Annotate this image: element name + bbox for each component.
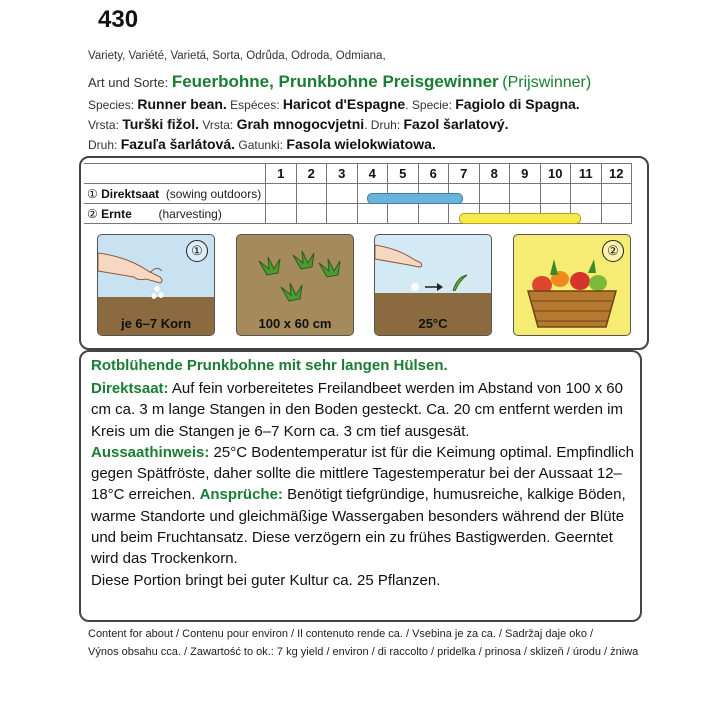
species-label: Gatunki:	[235, 138, 287, 152]
row-subtitle: (harvesting)	[158, 206, 222, 221]
row-subtitle: (sowing outdoors)	[165, 186, 262, 201]
month-cell: 12	[601, 164, 632, 184]
variety-title-sub: (Prijswinner)	[502, 74, 592, 91]
description-heading: Rotblühende Prunkbohne mit sehr langen Hülsen.	[91, 357, 448, 374]
row-title: Ernte	[101, 206, 132, 221]
month-cell: 11	[571, 164, 602, 184]
aussaathinweis-label: Aussaathinweis:	[91, 443, 210, 461]
month-cell: 1	[266, 164, 297, 184]
row-label-harvest	[84, 204, 266, 224]
tile-caption: je 6–7 Korn	[120, 316, 192, 331]
germination-illustration	[374, 234, 492, 336]
month-cell: 6	[418, 164, 449, 184]
species-value: Fazuľa šarlátová.	[120, 136, 236, 152]
species-value: Fasola wielokwiatowa.	[286, 136, 436, 152]
step-number-icon: ①	[186, 240, 208, 262]
description-panel	[79, 350, 642, 622]
species-label: Vrsta:	[88, 118, 123, 132]
tile-caption: 25°C	[418, 316, 448, 331]
content-yield-line-1: Content for about / Contenu pour environ / Il contenuto rende ca. / Vsebina je za ca. / Sadržaj daje oko /	[88, 628, 594, 640]
species-value: Fazol šarlatový.	[403, 116, 509, 132]
content-yield-line-2: Výnos obsahu cca. / Zawartość to ok.: 7 kg yield / environ / di raccolto / pridelka / prinosa / sklizeň / úrodu / żniwa	[88, 646, 639, 658]
spacing-illustration	[236, 234, 354, 336]
ansprueche-label: Ansprüche:	[199, 486, 283, 504]
species-value: Fagiolo di Spagna.	[455, 96, 580, 112]
sowing-illustration	[97, 234, 215, 336]
portion-text: Diese Portion bringt bei guter Kultur ca. 25 Pflanzen.	[91, 571, 441, 589]
aussaathinweis-text: 25°C Bodentemperatur ist für die Keimung optimal. Empfindlich gegen Spätfröste, daher sollte die mittlere Tagestemperatur bei der Aussaat 12–18°C erreichen.	[91, 443, 634, 504]
species-value: Turški fižol.	[122, 116, 199, 132]
species-value: Runner bean.	[137, 96, 227, 112]
species-label: Vrsta:	[198, 118, 237, 132]
species-line-1	[88, 96, 580, 112]
harvest-period-bar	[459, 213, 581, 224]
month-cell: 8	[479, 164, 510, 184]
species-label: Species:	[88, 98, 138, 112]
species-line-2	[88, 116, 509, 132]
month-cell: 2	[296, 164, 327, 184]
variety-title: Feuerbohne, Prunkbohne Preisgewinner	[171, 72, 499, 91]
variety-title-line	[88, 72, 591, 92]
step-number-icon: ②	[602, 240, 624, 262]
species-label: . Druh:	[364, 118, 404, 132]
calendar-corner	[84, 164, 266, 184]
month-cell: 3	[327, 164, 358, 184]
month-cell: 7	[449, 164, 480, 184]
tile-caption: 100 x 60 cm	[258, 316, 332, 331]
species-line-3	[88, 136, 436, 152]
species-label: . Specie:	[405, 98, 456, 112]
row-title: Direktsaat	[101, 186, 160, 201]
description-body	[91, 378, 636, 591]
species-label: Espéces:	[226, 98, 283, 112]
ansprueche-text: Benötigt tiefgründige, humusreiche, kalkige Böden, warme Standorte und gleichmäßige Wassergaben besonders während der Blüte und beim Fruchtansatz. Diese verzögern ein zu frühes Bastigwerden. Geerntet wird das Trockenkorn.	[91, 486, 626, 568]
direktsaat-label: Direktsaat:	[91, 380, 169, 397]
sowing-period-bar	[367, 193, 463, 204]
month-cell: 5	[388, 164, 419, 184]
row-number: ①	[87, 186, 98, 201]
calendar-panel	[79, 156, 649, 350]
art-label: Art und Sorte:	[88, 75, 172, 90]
species-value: Haricot d'Espagne	[282, 96, 406, 112]
product-number: 430	[98, 6, 139, 33]
month-cell: 9	[510, 164, 541, 184]
month-cell: 4	[357, 164, 388, 184]
direktsaat-text: Auf fein vorbereitetes Freilandbeet werden im Abstand von 100 x 60 cm ca. 3 m lange Stangen in den Boden gesteckt. Ca. 20 cm entfernt werden im Kreis um die Stangen je 6–7 Korn ca. 3 cm tief ausgesät.	[91, 380, 623, 440]
harvest-basket-illustration	[513, 234, 631, 336]
month-cell: 10	[540, 164, 571, 184]
species-value: Grah mnogocvjetni	[236, 116, 365, 132]
species-label: Druh:	[88, 138, 121, 152]
variety-languages: Variety, Variété, Varietá, Sorta, Odrůda, Odroda, Odmiana,	[88, 50, 386, 62]
row-number: ②	[87, 206, 98, 221]
row-label-sowing	[84, 184, 266, 204]
